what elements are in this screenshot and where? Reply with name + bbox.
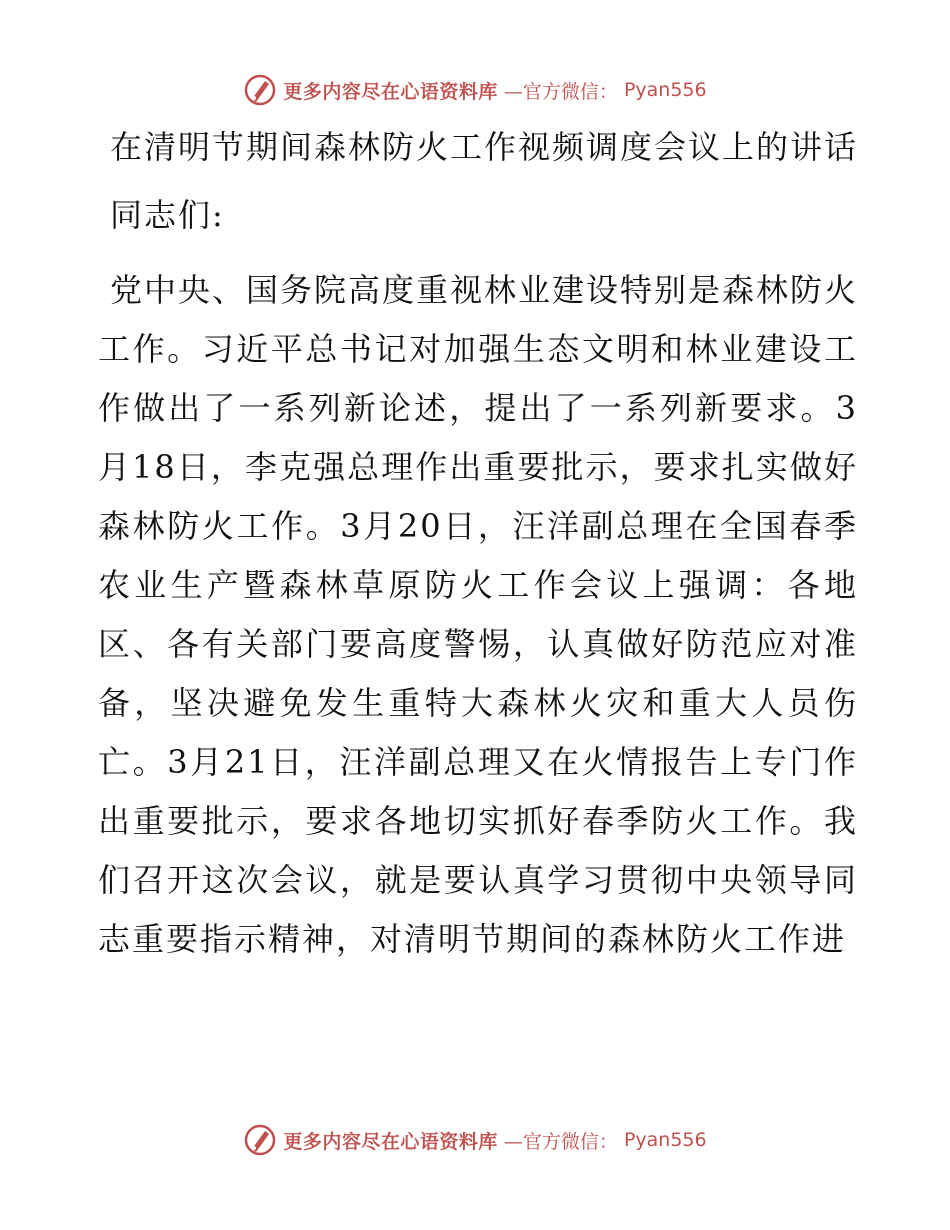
- pen-logo-icon: [243, 73, 277, 107]
- pen-logo-icon: [243, 1123, 277, 1157]
- watermark-id-text: Pyan556: [623, 1129, 707, 1151]
- salutation: 同志们:: [110, 196, 225, 234]
- document-body: [98, 118, 858, 969]
- watermark-id-text: Pyan556: [623, 79, 707, 101]
- watermark-main-text: 更多内容尽在心语资料库: [283, 1130, 498, 1153]
- document-title: 在清明节期间森林防火工作视频调度会议上的讲话: [110, 128, 859, 166]
- body-paragraph: 党中央、国务院高度重视林业建设特别是森林防火工作。习近平总书记对加强生态文明和林业建设工作做出了一系列新论述，提出了一系列新要求。3月18日，李克强总理作出重要批示，要求扎实做好森林防火工作。3月20日，汪洋副总理在全国春季农业生产暨森林草原防火工作会议上强调：各地区、各有关部门要高度警惕，认真做好防范应对准备，坚决避免发生重特大森林火灾和重大人员伤亡。3月21日，汪洋副总理又在火情报告上专门作出重要批示，要求各地切实抓好春季防火工作。我们召开这次会议，就是要认真学习贯彻中央领导同志重要指示精神，对清明节期间的森林防火工作进: [98, 271, 859, 958]
- header-watermark: [0, 72, 950, 108]
- watermark-main-text: 更多内容尽在心语资料库: [283, 80, 498, 103]
- footer-watermark: [0, 1122, 950, 1158]
- watermark-sub-text: —官方微信：: [503, 1130, 618, 1153]
- watermark-sub-text: —官方微信：: [503, 80, 618, 103]
